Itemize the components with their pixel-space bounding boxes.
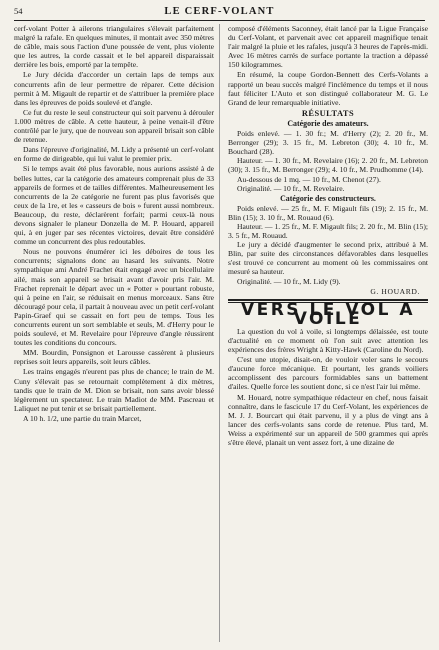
page-header xyxy=(14,4,425,18)
article-title: VERS LE VOL A VOILE xyxy=(240,299,416,329)
paragraph: cerf-volant Potter à ailerons triangulaires s'élevait parfaitement malgré la rafale. En quelques minutes, il montait avec 350 mètres de câble, mais sous l'action d'une poussée de vent, plus violente que les autres, la corde cassait et le bel appareil disparaissait derrière les bois, emporté par la tempête. xyxy=(14,24,214,70)
paragraph: M. Houard, notre sympathique rédacteur en chef, nous faisait connaître, dans le fascicule 17 du Cerf-Volant, les expériences de M. J. J. Bourcart qui était parvenu, il y a plus de vingt ans à lancer des cerfs-volants sans corde de retenue. Plus tard, M. Weiss a expérimenté sur un appareil de 500 grammes qui après s'être élevé, planait un vent assez fort, à une dizaine de xyxy=(228,392,428,448)
column-divider xyxy=(219,24,220,642)
result-entry: Hauteur. — 1. 25 fr., M. F. Migault fils; 2. 20 fr., M. Blin (15); 3. 5 fr., M. Rouaud. xyxy=(228,221,428,241)
paragraph: C'est une utopie, disait-on, de vouloir voler sans le secours d'aucune force mécanique. Et pourtant, les grands voiliers accomplissent des parcours formidables sans un battement d'ailes. Quelle force les soutient donc, si ce n'est l'air lui même. xyxy=(228,355,428,392)
author-signature: G. HOUARD. xyxy=(370,286,420,296)
result-entry: Le jury a décidé d'augmenter le second prix, attribué à M. Blin, par suite des circonstances défavorables dans lesquelles s'est trouvé ce concurrent au moment où les commissaires ont mesuré sa hauteur. xyxy=(228,240,428,277)
header-rule xyxy=(14,20,425,21)
result-entry: Poids enlevé. — 25 fr., M. F. Migault fils (19); 2. 15 fr., M. Blin (15); 3. 10 fr., M. Rouaud (6). xyxy=(228,203,428,222)
result-entry: Poids enlevé. — 1. 30 fr.; M. d'Herry (2); 2. 20 fr., M. Berronger (29); 3. 15 fr., M. Lebreton (30); 4. 10 fr., M. Bouchard (28). xyxy=(228,129,428,157)
result-entry: Originalité. — 10 fr., M. Lidy (9). xyxy=(237,276,341,286)
category-constructeurs-heading: Catégorie des constructeurs. xyxy=(280,193,376,203)
paragraph: Les trains engagés n'eurent pas plus de chance; le train de M. Cuny s'élevait pas se retournait complètement à dix mètres, tandis que le train de M. Dion se brisait, non sans avoir blessé légèrement un spectateur. Le train Madiot de MM. Pascreau et Laliquet ne put tenir et se brisait partiellement. xyxy=(14,367,214,413)
right-column xyxy=(228,24,428,448)
result-entry: Au-dessous de 1 mq. — 10 fr., M. Chenot (27). xyxy=(237,174,381,184)
running-title: LE CERF-VOLANT xyxy=(164,5,275,17)
paragraph: Nous ne pouvons énumérer ici les déboires de tous les concurrents; signalons donc au hasard les suivants. Notre sympathique ami André Frachet était engagé avec un bicellulaire ailé, mais son appareil se brisait avant d'avoir pris l'air. M. Frachet reprenait le départ avec un « Potter » pourtant robuste, qui à peine en l'air, se réduisait en menus morceaux. Sans être découragé pour cela, il partait à nouveau avec un petit cerf-volant Papin-Graef qui se cassait en fort peu de temps. Tous les concurrents eurent un sort semblable et seuls, M. d'Herry pour le poids soulevé, et M. Revelaire pour l'épreuve d'angle réussirent toutes les conditions du concours. xyxy=(14,247,214,348)
paragraph: Si le temps avait été plus favorable, nous aurions assisté à de belles luttes, car la catégorie des amateurs comprenait plus de 33 appareils de formes et de tailles différentes. Malheureusement les concurrents de la 2e catégorie ne furent pas plus favorisés que ceux de la 1re, et les « casseurs de bois » furent aussi nombreux. Beaucoup, du reste, déclarèrent forfait; parmi ceux-là nous devons signaler le planeur Donzella de M. P. Houard, appareil qui, à en juger par ses récentes victoires, devait être considéré comme un concurrent des plus redoutables. xyxy=(14,164,214,247)
page-number: 54 xyxy=(14,6,23,16)
paragraph: Le Jury décida d'accorder un certain laps de temps aux concurrents afin de leur permettre de réparer. Cette décision permit à M. Migault de repartir et de s'attribuer la première place dans les épreuves de poids soulevé et d'angle. xyxy=(14,70,214,107)
paragraph: composé d'éléments Saconney, était lancé par la Ligue Française du Cerf-Volant, et parvenait avec cet appareil magnifique tenait l'air malgré la pluie et les rafales, jusqu'à 3 heures de l'après-midi. Avec 16 mètres carrés de surface portante la traction a dépassé 150 kilogrammes. xyxy=(228,24,428,70)
category-amateurs-heading: Catégorie des amateurs. xyxy=(287,118,369,128)
paragraph: En résumé, la coupe Gordon-Bennett des Cerfs-Volants a rapporté un beau succès malgré l'inclémence du temps et il nous faut féliciter L'Auto et son distingué collaborateur M. G. Le Grand de leur remarquable initiative. xyxy=(228,70,428,107)
paragraph: La question du vol à voile, si longtemps délaissée, est toute d'actualité en ce moment où l'on suit avec attention les expériences des frères Wright à Kitty-Hawk (Caroline du Nord). xyxy=(228,326,428,355)
result-entry: Originalité. — 10 fr., M. Revelaire. xyxy=(237,183,345,193)
left-column xyxy=(14,24,214,424)
paragraph: A 10 h. 1/2, une partie du train Marcet, xyxy=(23,413,142,423)
paragraph: Ce fut du reste le seul constructeur qui soit parvenu à dérouler 1.000 mètres de câble. A cette hauteur, à peine venait-il d'être contrôlé par le jury, que de nouveau son appareil brisait son câble de retenue. xyxy=(14,107,214,145)
results-heading: RÉSULTATS xyxy=(301,108,355,118)
result-entry: Hauteur. — 1. 30 fr., M. Revelaire (16); 2. 20 fr., M. Lebreton (30); 3. 15 fr., M. Berronger (29); 4. 10 fr., M. Prudhomme (14). xyxy=(228,156,428,175)
paragraph: MM. Bourdin, Ponsignon et Larousse cassèrent à plusieurs reprises soit leurs appareils, soit leurs câbles. xyxy=(14,348,214,367)
paragraph: Dans l'épreuve d'originalité, M. Lidy a présenté un cerf-volant en forme de dirigeable, qui lui valut le premier prix. xyxy=(14,145,214,164)
